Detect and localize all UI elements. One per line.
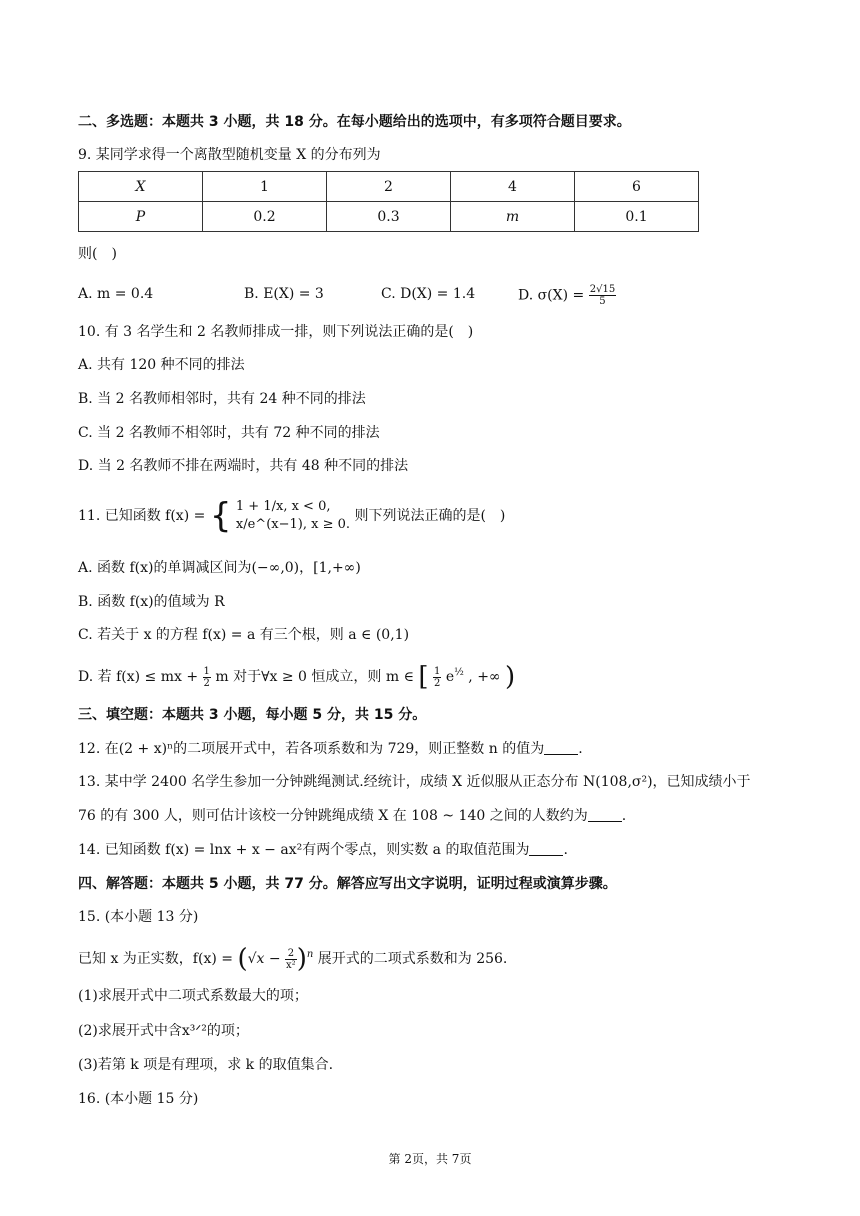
q9-option-d-fraction xyxy=(589,284,616,307)
q10-option-b: B. 当 2 名教师相邻时，共有 24 种不同的排法 xyxy=(78,391,366,407)
q13-text: 76 的有 300 人，则可估计该校一分钟跳绳成绩 X 在 108 ~ 140 之间的人数约为 xyxy=(78,808,588,824)
q13-line-2: 76 的有 300 人，则可估计该校一分钟跳绳成绩 X 在 108 ~ 140 之间的人数约为 . xyxy=(78,808,627,824)
table-cell: 1 xyxy=(203,172,327,202)
interval-e: e xyxy=(445,669,455,685)
table-cell: 0.3 xyxy=(327,202,451,232)
q9-option-c: C. D(X) = 1.4 xyxy=(381,286,476,302)
table-cell: 2 xyxy=(327,172,451,202)
half-fraction: $\frac{1}{2}$ xyxy=(434,665,441,689)
q9-option-a: A. m = 0.4 xyxy=(78,286,154,302)
q11-option-d-pre: D. 若 f(x) ≤ mx + xyxy=(78,669,203,685)
table-cell: 4 xyxy=(451,172,575,202)
q12: 12. 在(2 + x)ⁿ的二项展开式中，若各项系数和为 729，则正整数 n 的值为 . xyxy=(78,741,583,757)
right-paren: ) xyxy=(505,662,516,692)
q11-option-d-mid: m 对于∀x ≥ 0 恒成立，则 m ∈ xyxy=(215,669,419,685)
table-row xyxy=(79,202,699,232)
q10-option-d: D. 当 2 名教师不排在两端时，共有 48 种不同的排法 xyxy=(78,458,409,474)
table-cell: 0.2 xyxy=(203,202,327,232)
q11-option-a: A. 函数 f(x)的单调减区间为(−∞,0)，[1,+∞) xyxy=(78,560,361,576)
q11-option-c: C. 若关于 x 的方程 f(x) = a 有三个根，则 a ∈ (0,1) xyxy=(78,627,410,643)
piecewise-cases xyxy=(236,498,350,534)
two-over-x2: $\frac{2}{\text{x²}}$ xyxy=(286,947,296,971)
answer-blank xyxy=(544,740,578,755)
q9-stem: 9. 某同学求得一个离散型随机变量 X 的分布列为 xyxy=(78,147,381,163)
q11-suffix: 则下列说法正确的是( ) xyxy=(354,508,506,524)
q15-part-3: (3)若第 k 项是有理项，求 k 的取值集合. xyxy=(78,1057,334,1073)
brace-symbol: { xyxy=(209,496,232,536)
q11-option-b: B. 函数 f(x)的值域为 R xyxy=(78,594,225,610)
table-cell: X xyxy=(79,172,203,202)
q11-stem xyxy=(78,496,505,540)
table-cell: 6 xyxy=(575,172,699,202)
q13-line-1: 13. 某中学 2400 名学生参加一分钟跳绳测试.经统计，成绩 X 近似服从正态分布 N(108,σ²)，已知成绩小于 xyxy=(78,774,751,790)
answer-blank xyxy=(588,807,622,822)
section-4-header: 四、解答题：本题共 5 小题，共 77 分。解答应写出文字说明，证明过程或演算步骤。 xyxy=(78,876,617,892)
q10-option-c: C. 当 2 名教师不相邻时，共有 72 种不同的排法 xyxy=(78,425,380,441)
table-cell: P xyxy=(79,202,203,232)
q9-option-d xyxy=(518,284,616,307)
q15-stem-pre: 已知 x 为正实数，f(x) = xyxy=(78,951,238,967)
right-paren: ) xyxy=(296,944,307,974)
q15-title: 15. (本小题 13 分) xyxy=(78,909,199,925)
q16-title: 16. (本小题 15 分) xyxy=(78,1091,199,1107)
distribution-table xyxy=(78,171,699,232)
interval-tail: , +∞ xyxy=(468,669,501,685)
q14: 14. 已知函数 f(x) = lnx + x − ax²有两个零点，则实数 a 的取值范围为 . xyxy=(78,842,568,858)
fraction-numerator: 2√15 xyxy=(589,284,616,295)
case-1: 1 + 1/x, x < 0, xyxy=(235,499,331,514)
q11-prefix: 11. 已知函数 f(x) = xyxy=(78,508,206,524)
q15-part-2: (2)求展开式中含x³ᐟ²的项； xyxy=(78,1023,249,1039)
section-3-header: 三、填空题：本题共 3 小题，每小题 5 分，共 15 分。 xyxy=(78,707,427,723)
answer-blank xyxy=(529,841,563,856)
q15-stem: 已知 x 为正实数，f(x) = (√x − $\frac{2}{\text{x²}}$ )$^n$ 展开式的二项式系数和为 256. xyxy=(78,944,508,974)
q10-option-a: A. 共有 120 种不同的排法 xyxy=(78,357,245,373)
left-paren: ( xyxy=(237,944,248,974)
q9-option-b: B. E(X) = 3 xyxy=(244,286,324,302)
fraction-denominator: 5 xyxy=(599,296,606,307)
q9-option-d-label: D. σ(X) = xyxy=(518,287,585,304)
q15-stem-post: 展开式的二项式系数和为 256. xyxy=(317,951,508,967)
q14-text: 14. 已知函数 f(x) = lnx + x − ax²有两个零点，则实数 a 的取值范围为 xyxy=(78,842,530,858)
table-cell: m xyxy=(451,202,575,232)
half-fraction: $\frac{1}{2}$ xyxy=(203,665,210,689)
q11-option-d: D. 若 f(x) ≤ mx + $\frac{1}{2}$ m 对于∀x ≥ 0 恒成立，则 m ∈ [ $\frac{1}{2}$ $e^{\frac{1}{2}}$ , +∞ ) xyxy=(78,662,516,692)
section-2-header: 二、多选题：本题共 3 小题，共 18 分。在每小题给出的选项中，有多项符合题目要求。 xyxy=(78,114,631,130)
page-footer: 第 2页，共 7页 xyxy=(388,1152,472,1166)
table-row xyxy=(79,172,699,202)
q12-text: 12. 在(2 + x)ⁿ的二项展开式中，若各项系数和为 729，则正整数 n 的值为 xyxy=(78,741,545,757)
table-cell: 0.1 xyxy=(575,202,699,232)
q9-then: 则( ) xyxy=(78,246,117,262)
left-bracket: [ xyxy=(418,662,429,692)
case-2: x/e^(x−1), x ≥ 0. xyxy=(235,517,350,532)
q10-stem: 10. 有 3 名学生和 2 名教师排成一排，则下列说法正确的是( ) xyxy=(78,324,474,340)
q15-part-1: (1)求展开式中二项式系数最大的项； xyxy=(78,988,308,1004)
